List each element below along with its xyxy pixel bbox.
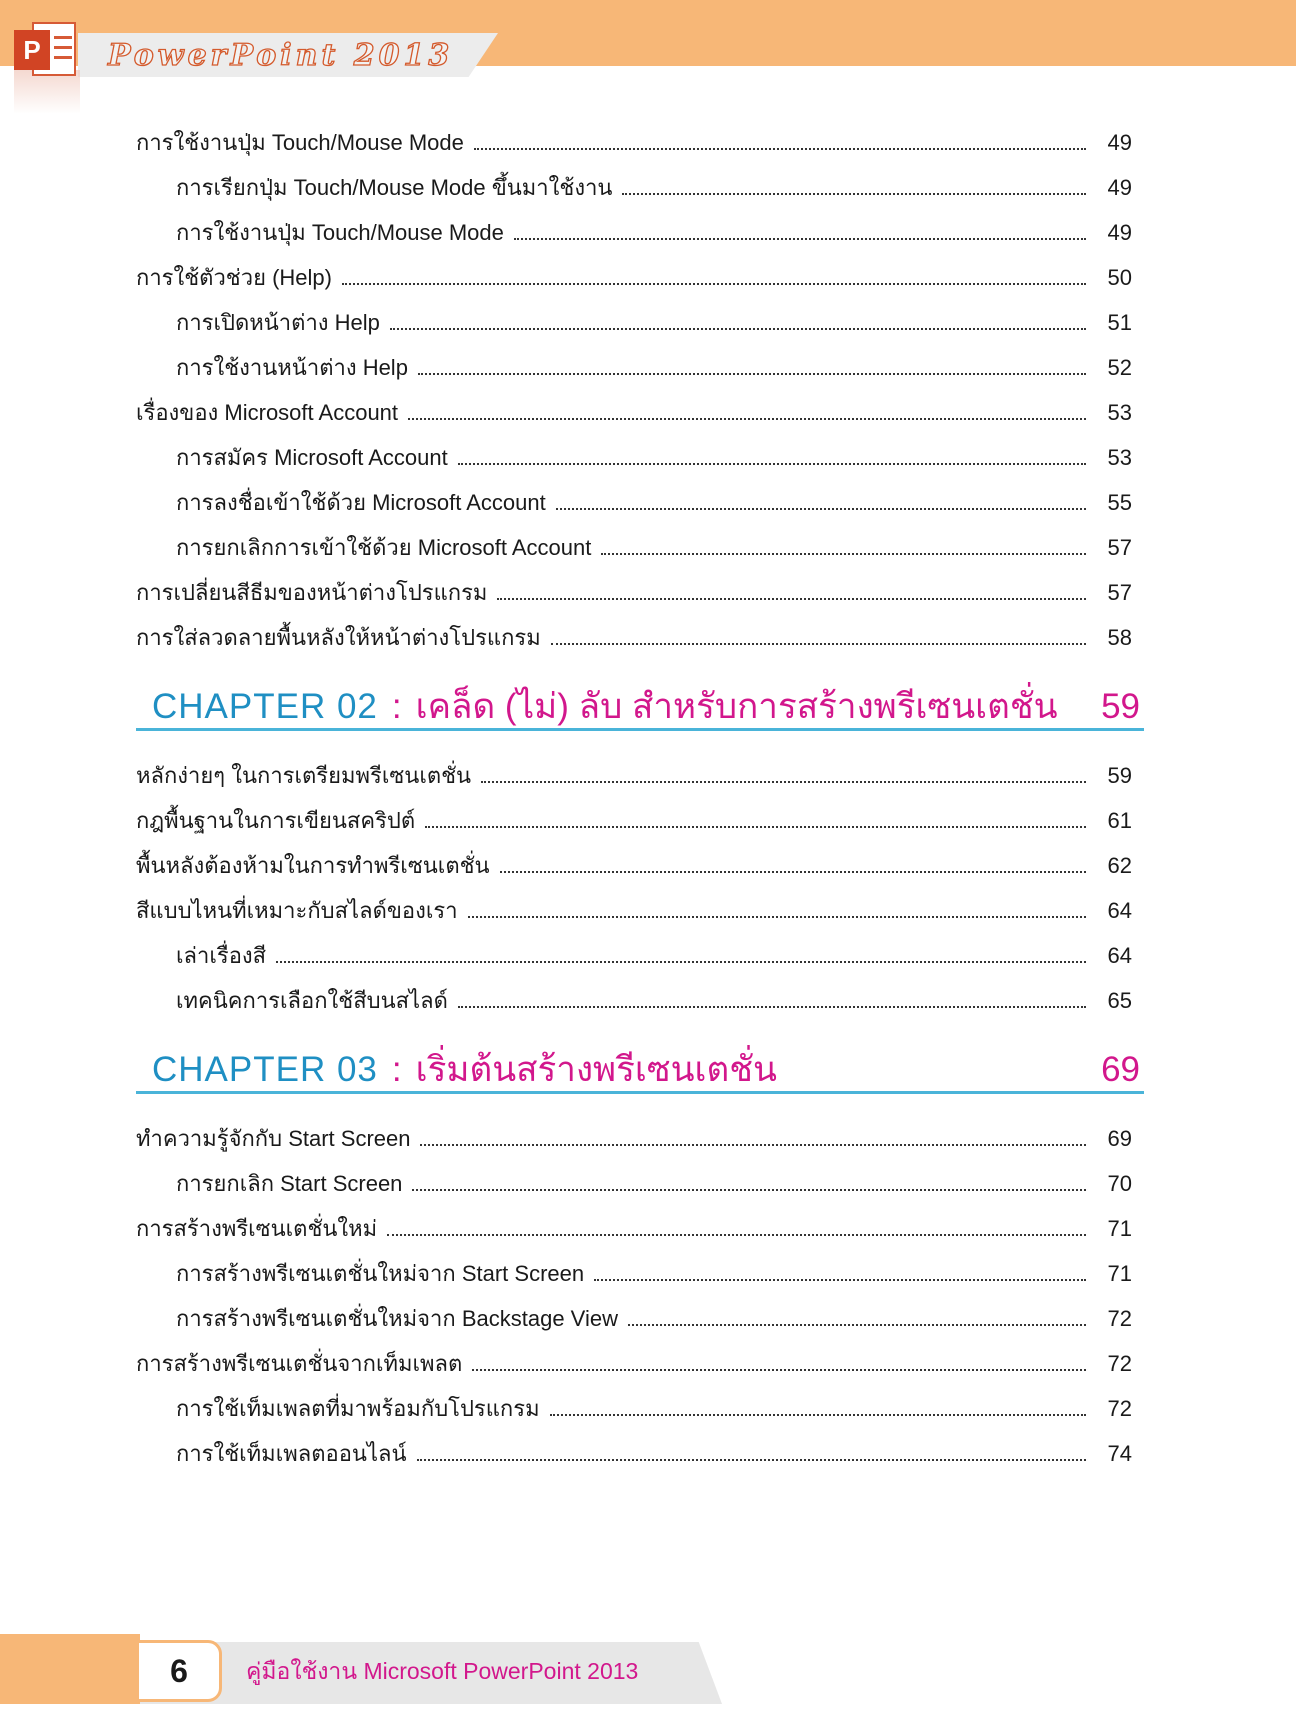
toc-entry-page: 69: [1107, 1126, 1132, 1151]
chapter-label: CHAPTER 02: [152, 687, 378, 726]
toc-subentry: [136, 933, 1132, 969]
logo-letter: P: [14, 30, 50, 70]
toc-subentry: [136, 1251, 1132, 1287]
dot-leader: [458, 1006, 1086, 1008]
toc-entry-title: ทำความรู้จักกับ Start Screen: [136, 1126, 411, 1151]
toc-entry-page: 57: [1107, 535, 1132, 560]
chapter-page: 69: [1101, 1050, 1140, 1089]
toc-subentry: [136, 300, 1132, 336]
toc-entry-title: เล่าเรื่องสี: [176, 943, 267, 968]
dot-leader: [514, 238, 1086, 240]
toc-entry-page: 71: [1107, 1216, 1132, 1241]
toc-subentry: [136, 480, 1132, 516]
toc-entry-title: การสร้างพรีเซนเตชั่นใหม่: [136, 1216, 378, 1241]
footer-page-number: 6: [136, 1640, 222, 1702]
toc-entry-page: 49: [1107, 175, 1132, 200]
dot-leader: [420, 1144, 1086, 1146]
chapter-separator: :: [391, 687, 402, 726]
toc-entry: [136, 570, 1132, 606]
toc-entry: [136, 615, 1132, 651]
dot-leader: [556, 508, 1086, 510]
chapter-heading: [136, 1042, 1144, 1094]
dot-leader: [387, 1234, 1086, 1236]
toc-entry-page: 72: [1107, 1396, 1132, 1421]
toc-entry-page: 58: [1107, 625, 1132, 650]
toc-entry: [136, 843, 1132, 879]
toc-entry-page: 65: [1107, 988, 1132, 1013]
toc-entry-page: 74: [1107, 1441, 1132, 1466]
toc-subentry: [136, 1296, 1132, 1332]
toc-entry-page: 72: [1107, 1351, 1132, 1376]
toc-entry-page: 52: [1107, 355, 1132, 380]
dot-leader: [551, 643, 1086, 645]
toc-entry: [136, 1116, 1132, 1152]
toc-subentry: [136, 165, 1132, 201]
toc-entry: [136, 1206, 1132, 1242]
toc-entry-title: การสร้างพรีเซนเตชั่นใหม่จาก Backstage View: [176, 1306, 618, 1331]
toc-entry-page: 71: [1107, 1261, 1132, 1286]
toc-entry-title: การใช้ตัวช่วย (Help): [136, 265, 332, 290]
toc-subentry: [136, 1386, 1132, 1422]
toc-entry-title: การสมัคร Microsoft Account: [176, 445, 448, 470]
toc-entry-title: สีแบบไหนที่เหมาะกับสไลด์ของเรา: [136, 898, 458, 923]
dot-leader: [481, 781, 1086, 783]
toc-entry-title: การใช้เท็มเพลตออนไลน์: [176, 1441, 407, 1466]
dot-leader: [500, 871, 1086, 873]
toc-entry-title: เรื่องของ Microsoft Account: [136, 400, 399, 425]
toc-entry-title: เทคนิคการเลือกใช้สีบนสไลด์: [176, 988, 448, 1013]
toc-entry-page: 70: [1107, 1171, 1132, 1196]
page-title: PowerPoint 2013: [108, 38, 454, 73]
toc-subentry: [136, 1431, 1132, 1467]
toc-entry-page: 64: [1107, 898, 1132, 923]
dot-leader: [417, 1459, 1086, 1461]
powerpoint-logo-icon: [14, 18, 80, 114]
toc-entry-title: พื้นหลังต้องห้ามในการทำพรีเซนเตชั่น: [136, 853, 490, 878]
dot-leader: [472, 1369, 1086, 1371]
toc-entry-title: การลงชื่อเข้าใช้ด้วย Microsoft Account: [176, 490, 546, 515]
toc-entry: [136, 1341, 1132, 1377]
dot-leader: [390, 328, 1086, 330]
dot-leader: [408, 418, 1086, 420]
toc-entry-page: 49: [1107, 130, 1132, 155]
toc-entry-title: การเปิดหน้าต่าง Help: [176, 310, 380, 335]
toc-entry-page: 53: [1107, 445, 1132, 470]
toc-entry-title: การใช้งานปุ่ม Touch/Mouse Mode: [136, 130, 464, 155]
toc-subentry: [136, 1161, 1132, 1197]
dot-leader: [412, 1189, 1086, 1191]
toc-entry: [136, 798, 1132, 834]
chapter-page: 59: [1101, 687, 1140, 726]
footer-band: [0, 1634, 140, 1704]
dot-leader: [418, 373, 1086, 375]
dot-leader: [425, 826, 1086, 828]
toc-entry-title: การเรียกปุ่ม Touch/Mouse Mode ขึ้นมาใช้งาน: [176, 175, 613, 200]
toc-entry: [136, 753, 1132, 789]
toc-entry-page: 50: [1107, 265, 1132, 290]
chapter-heading: [136, 679, 1144, 731]
toc-entry-title: การสร้างพรีเซนเตชั่นจากเท็มเพลต: [136, 1351, 463, 1376]
toc-entry-page: 62: [1107, 853, 1132, 878]
toc-entry-title: การใช้งานปุ่ม Touch/Mouse Mode: [176, 220, 504, 245]
chapter-title: เริ่มต้นสร้างพรีเซนเตชั่น: [415, 1050, 777, 1089]
dot-leader: [497, 598, 1086, 600]
toc-entry-page: 51: [1107, 310, 1132, 335]
toc-entry-title: หลักง่ายๆ ในการเตรียมพรีเซนเตชั่น: [136, 763, 472, 788]
dot-leader: [342, 283, 1086, 285]
toc-entry-title: การยกเลิกการเข้าใช้ด้วย Microsoft Account: [176, 535, 592, 560]
chapter-separator: :: [391, 1050, 402, 1089]
dot-leader: [276, 961, 1086, 963]
toc-subentry: [136, 978, 1132, 1014]
toc-entry-title: การเปลี่ยนสีธีมของหน้าต่างโปรแกรม: [136, 580, 488, 605]
toc-entry: [136, 888, 1132, 924]
toc-entry-title: การใส่ลวดลายพื้นหลังให้หน้าต่างโปรแกรม: [136, 625, 541, 650]
dot-leader: [550, 1414, 1086, 1416]
chapter-label: CHAPTER 03: [152, 1050, 378, 1089]
toc-entry-page: 59: [1107, 763, 1132, 788]
toc-subentry: [136, 210, 1132, 246]
dot-leader: [458, 463, 1086, 465]
toc-entry-page: 49: [1107, 220, 1132, 245]
toc-entry: [136, 120, 1132, 156]
toc-entry-page: 55: [1107, 490, 1132, 515]
dot-leader: [628, 1324, 1086, 1326]
dot-leader: [601, 553, 1086, 555]
toc-entry-page: 61: [1107, 808, 1132, 833]
table-of-contents: [136, 120, 1140, 1467]
toc-entry-page: 57: [1107, 580, 1132, 605]
toc-subentry: [136, 345, 1132, 381]
toc-entry-page: 64: [1107, 943, 1132, 968]
dot-leader: [474, 148, 1086, 150]
toc-entry-title: การใช้งานหน้าต่าง Help: [176, 355, 408, 380]
toc-entry-title: การใช้เท็มเพลตที่มาพร้อมกับโปรแกรม: [176, 1396, 540, 1421]
toc-entry-page: 53: [1107, 400, 1132, 425]
chapter-title: เคล็ด (ไม่) ลับ สำหรับการสร้างพรีเซนเตชั่น: [415, 687, 1058, 726]
toc-entry-title: การยกเลิก Start Screen: [176, 1171, 403, 1196]
dot-leader: [594, 1279, 1086, 1281]
toc-entry-title: การสร้างพรีเซนเตชั่นใหม่จาก Start Screen: [176, 1261, 585, 1286]
dot-leader: [622, 193, 1086, 195]
dot-leader: [468, 916, 1086, 918]
toc-entry: [136, 255, 1132, 291]
footer-book-title: คู่มือใช้งาน Microsoft PowerPoint 2013: [246, 1658, 639, 1684]
toc-subentry: [136, 525, 1132, 561]
toc-subentry: [136, 435, 1132, 471]
toc-entry-page: 72: [1107, 1306, 1132, 1331]
toc-entry: [136, 390, 1132, 426]
toc-entry-title: กฎพื้นฐานในการเขียนสคริปต์: [136, 808, 416, 833]
